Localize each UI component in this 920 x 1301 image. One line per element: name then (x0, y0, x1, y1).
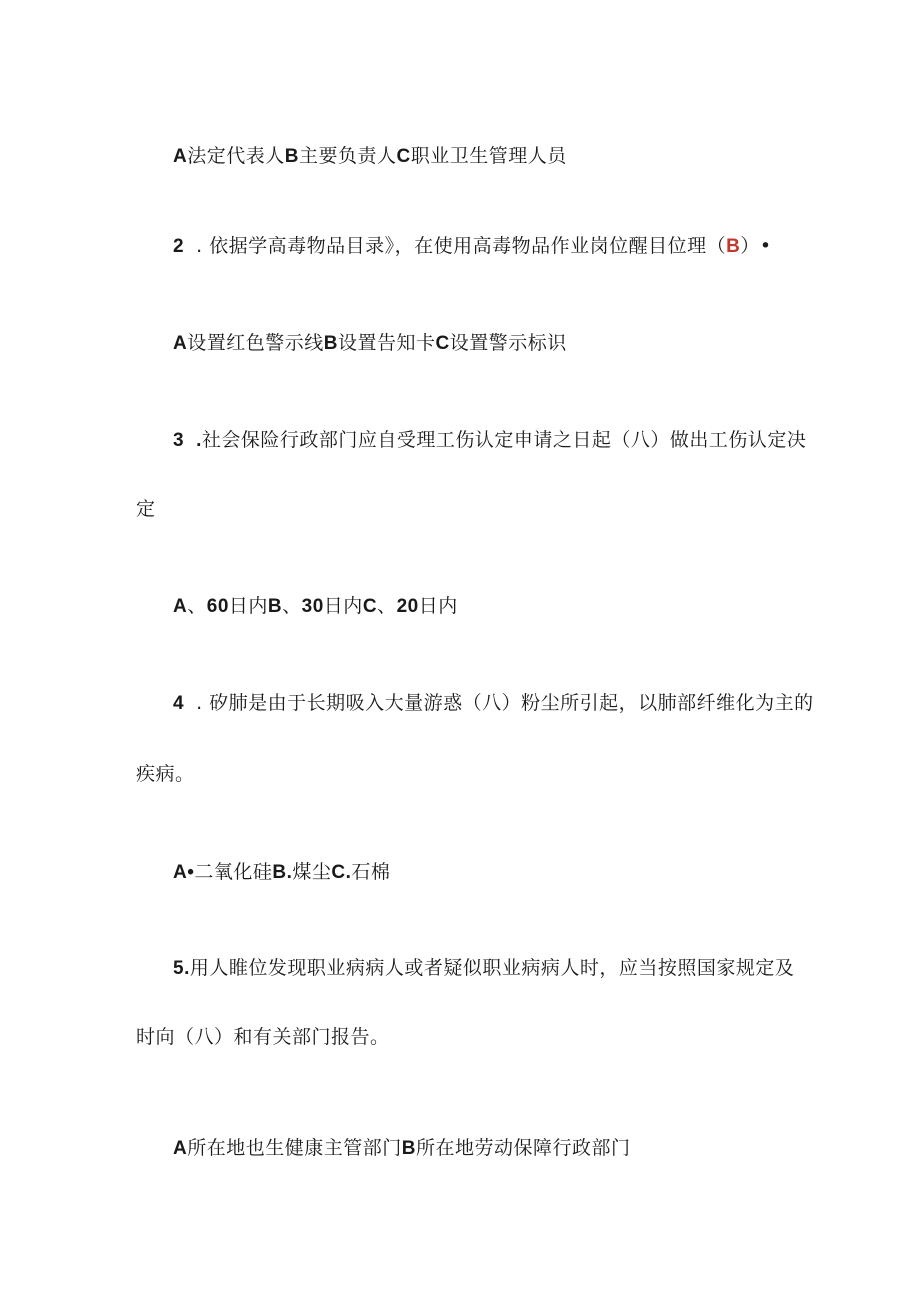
option-b-text: 主要负责人 (298, 145, 397, 167)
option-b-letter: B (401, 1138, 416, 1159)
option-c-sep: 、 (377, 595, 397, 617)
question-text-continued: 定 (136, 498, 156, 520)
option-a-text: 所在地也生健康主管部门 (187, 1137, 402, 1159)
question-number: 5. (173, 958, 190, 979)
option-a-text: 日内 (228, 595, 268, 617)
option-a-sep: 、 (187, 595, 207, 617)
answer-letter: B (726, 236, 741, 257)
option-c-letter: C (396, 146, 411, 167)
option-b-sep: 、 (282, 595, 302, 617)
question-4-line-2 (136, 762, 195, 786)
option-b-letter: B (323, 333, 338, 354)
q3-options (173, 594, 458, 619)
question-text: . 矽肺是由于长期吸入大量游惑（八）粉尘所引起，以肺部纤维化为主的 (196, 692, 814, 714)
option-a-letter: A• (173, 862, 195, 883)
q4-options (173, 860, 390, 885)
option-a-number: 60 (206, 596, 229, 617)
option-a-letter: A (173, 333, 188, 354)
option-c-letter: C (435, 333, 450, 354)
question-text: 社会保险行政部门应自受理工伤认定申请之日起（八）做出工伤认定决 (201, 429, 807, 451)
option-c-text: 石棉 (351, 861, 391, 883)
question-3-line-2 (136, 497, 156, 521)
option-a-letter: A (173, 1138, 188, 1159)
question-text-continued: 疾病。 (136, 763, 195, 785)
question-2 (173, 234, 772, 259)
option-b-text: 所在地劳动保障行政部门 (415, 1137, 631, 1159)
option-a-text: 法定代表人 (187, 145, 285, 167)
option-b-letter: B. (272, 862, 293, 883)
option-c-letter: C. (331, 862, 352, 883)
option-a-text: 设置红色警示线 (187, 332, 324, 354)
option-b-letter: B (284, 146, 299, 167)
question-number: 2 (173, 236, 185, 257)
question-text: 用人睢位发现职业病病人或者疑似职业病病人时，应当按照国家规定及 (189, 957, 795, 979)
option-c-text: 职业卫生管理人员 (410, 145, 567, 167)
q5-options (173, 1136, 631, 1161)
option-a-text: 二氧化硅 (194, 861, 273, 883)
question-text: . 依据学高毒物品目录》，在使用高毒物品作业岗位醒目位理（ (196, 235, 727, 257)
option-a-letter: A (173, 596, 188, 617)
q1-options (173, 144, 567, 169)
question-number: 4 (173, 693, 185, 714)
question-number: 3 (173, 430, 185, 451)
option-c-number: 20 (396, 596, 419, 617)
question-5-line-1 (173, 956, 794, 981)
question-tail: ）• (740, 235, 772, 257)
question-text-continued: 时向（八）和有关部门报告。 (136, 1026, 390, 1048)
option-b-number: 30 (301, 596, 324, 617)
question-marker: . (196, 430, 202, 451)
option-b-text: 煤尘 (292, 861, 332, 883)
option-b-text: 日内 (323, 595, 363, 617)
option-a-letter: A (173, 146, 188, 167)
option-c-letter: C (362, 596, 378, 617)
q2-options (173, 331, 567, 356)
question-5-line-2 (136, 1025, 390, 1049)
question-4-line-1 (173, 691, 814, 716)
option-b-letter: B (267, 596, 283, 617)
option-c-text: 日内 (418, 595, 458, 617)
question-3-line-1 (173, 428, 806, 453)
option-b-text: 设置告知卡 (337, 332, 436, 354)
option-c-text: 设置警示标识 (449, 332, 567, 354)
